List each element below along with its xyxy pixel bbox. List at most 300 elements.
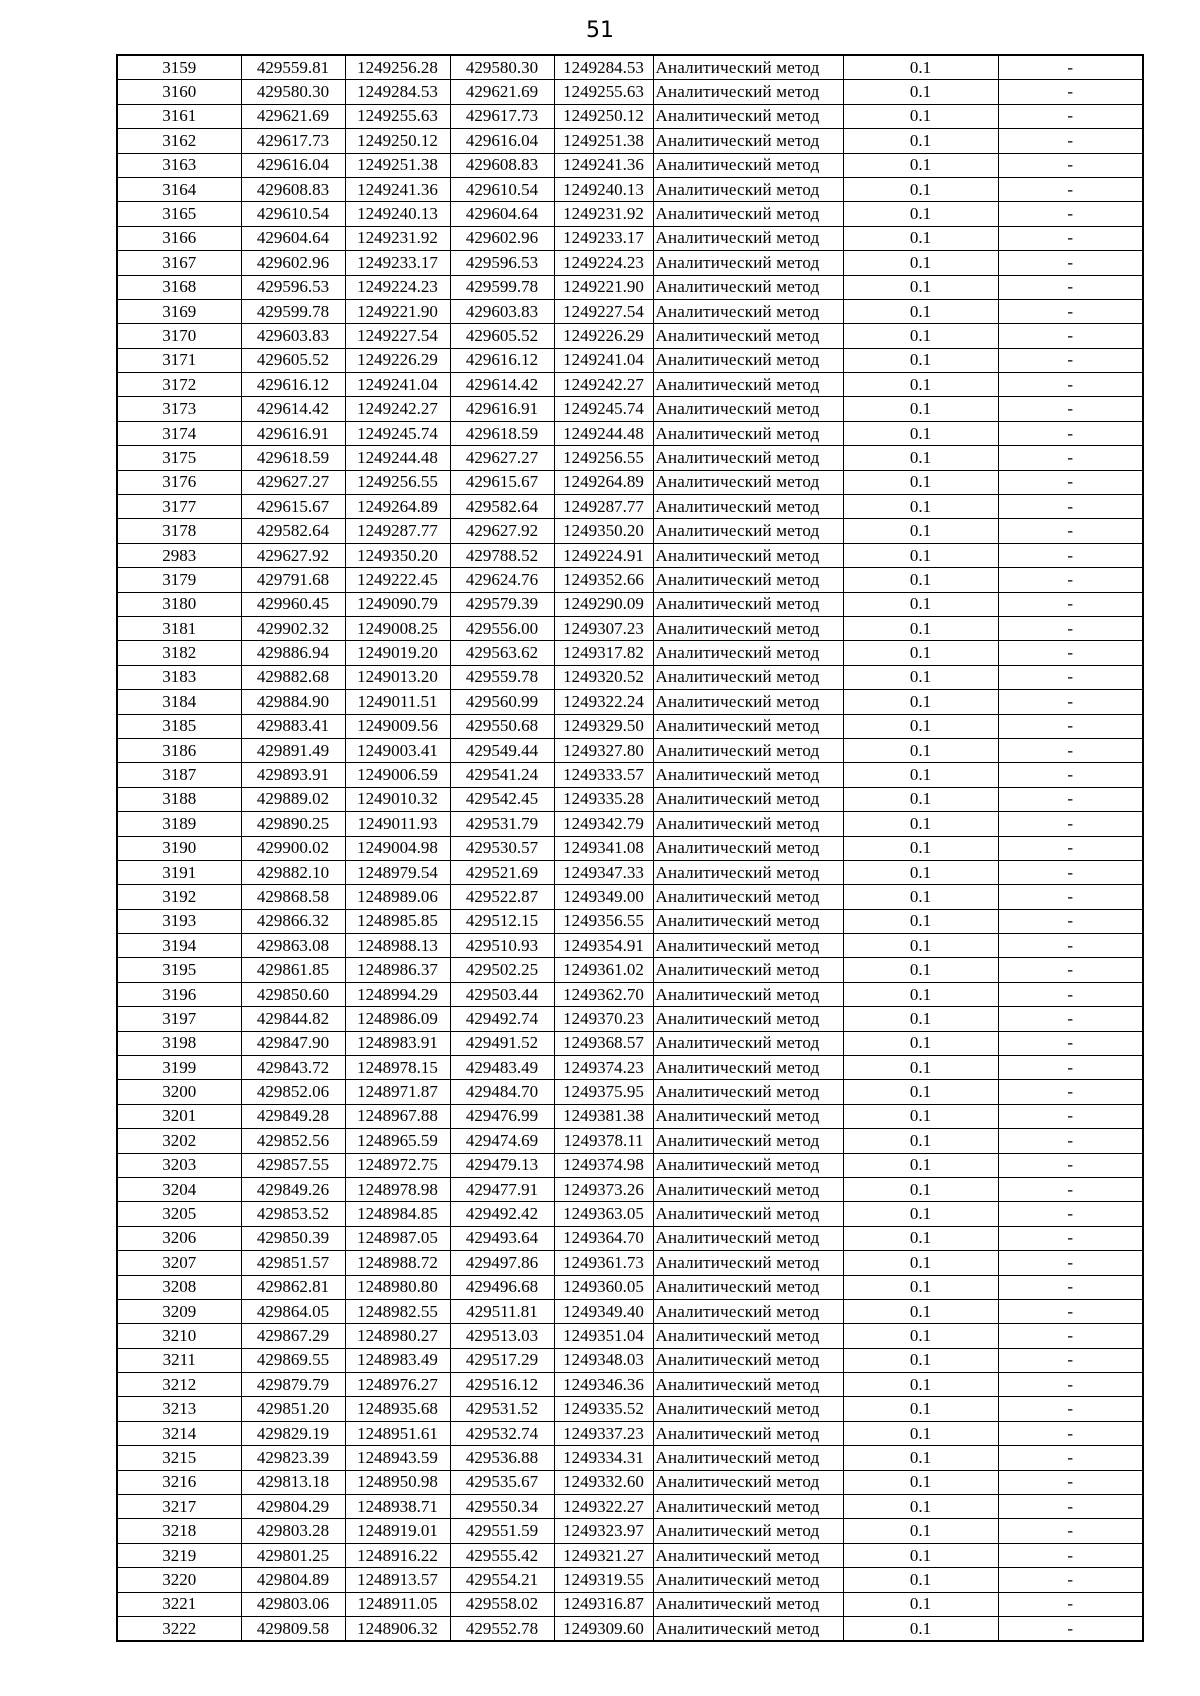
note-cell: - [998,1129,1143,1153]
method-cell: Аналитический метод [653,104,843,128]
start-x-cell: 429900.02 [241,836,345,860]
start-x-cell: 429843.72 [241,1056,345,1080]
accuracy-cell: 0.1 [843,226,998,250]
end-x-cell: 429476.99 [450,1104,554,1128]
accuracy-cell: 0.1 [843,616,998,640]
end-x-cell: 429616.04 [450,129,554,153]
accuracy-cell: 0.1 [843,324,998,348]
note-cell: - [998,153,1143,177]
method-cell: Аналитический метод [653,958,843,982]
accuracy-cell: 0.1 [843,1299,998,1323]
method-cell: Аналитический метод [653,1592,843,1616]
end-y-cell: 1249329.50 [554,714,653,738]
end-x-cell: 429624.76 [450,568,554,592]
note-cell: - [998,1348,1143,1372]
method-cell: Аналитический метод [653,1177,843,1201]
start-x-cell: 429616.12 [241,373,345,397]
end-y-cell: 1249323.97 [554,1519,653,1543]
accuracy-cell: 0.1 [843,1617,998,1642]
start-x-cell: 429864.05 [241,1299,345,1323]
point-number-cell: 3173 [117,397,241,421]
note-cell: - [998,177,1143,201]
table-row [117,958,1143,982]
table-row [117,1543,1143,1567]
start-y-cell: 1249350.20 [345,543,450,567]
accuracy-cell: 0.1 [843,1031,998,1055]
table-row [117,373,1143,397]
end-x-cell: 429542.45 [450,787,554,811]
point-number-cell: 3174 [117,421,241,445]
note-cell: - [998,1592,1143,1616]
start-y-cell: 1249008.25 [345,616,450,640]
method-cell: Аналитический метод [653,324,843,348]
point-number-cell: 3167 [117,251,241,275]
start-x-cell: 429884.90 [241,690,345,714]
accuracy-cell: 0.1 [843,763,998,787]
note-cell: - [998,421,1143,445]
end-x-cell: 429551.59 [450,1519,554,1543]
table-row [117,1421,1143,1445]
note-cell: - [998,1007,1143,1031]
page-number: 51 [586,18,614,43]
table-row [117,129,1143,153]
table-row [117,543,1143,567]
end-y-cell: 1249381.38 [554,1104,653,1128]
start-x-cell: 429902.32 [241,616,345,640]
table-row [117,812,1143,836]
table-row [117,568,1143,592]
start-x-cell: 429627.92 [241,543,345,567]
note-cell: - [998,1495,1143,1519]
end-x-cell: 429512.15 [450,909,554,933]
accuracy-cell: 0.1 [843,1495,998,1519]
accuracy-cell: 0.1 [843,153,998,177]
table-row [117,202,1143,226]
end-y-cell: 1249241.04 [554,348,653,372]
start-x-cell: 429813.18 [241,1470,345,1494]
note-cell: - [998,1056,1143,1080]
end-y-cell: 1249245.74 [554,397,653,421]
method-cell: Аналитический метод [653,129,843,153]
end-y-cell: 1249255.63 [554,80,653,104]
method-cell: Аналитический метод [653,1348,843,1372]
table-row [117,324,1143,348]
accuracy-cell: 0.1 [843,1226,998,1250]
end-y-cell: 1249322.24 [554,690,653,714]
table-row [117,397,1143,421]
note-cell: - [998,1568,1143,1592]
accuracy-cell: 0.1 [843,665,998,689]
start-y-cell: 1248951.61 [345,1421,450,1445]
table-row [117,1056,1143,1080]
end-y-cell: 1249351.04 [554,1324,653,1348]
table-row [117,275,1143,299]
end-x-cell: 429491.52 [450,1031,554,1055]
end-y-cell: 1249316.87 [554,1592,653,1616]
end-y-cell: 1249347.33 [554,860,653,884]
note-cell: - [998,665,1143,689]
table-row [117,1104,1143,1128]
method-cell: Аналитический метод [653,1470,843,1494]
point-number-cell: 3192 [117,885,241,909]
start-x-cell: 429801.25 [241,1543,345,1567]
note-cell: - [998,909,1143,933]
note-cell: - [998,519,1143,543]
method-cell: Аналитический метод [653,177,843,201]
start-x-cell: 429615.67 [241,495,345,519]
start-x-cell: 429616.04 [241,153,345,177]
method-cell: Аналитический метод [653,568,843,592]
end-x-cell: 429552.78 [450,1617,554,1642]
note-cell: - [998,616,1143,640]
method-cell: Аналитический метод [653,1129,843,1153]
note-cell: - [998,470,1143,494]
point-number-cell: 3172 [117,373,241,397]
note-cell: - [998,1299,1143,1323]
start-y-cell: 1249013.20 [345,665,450,689]
end-x-cell: 429603.83 [450,299,554,323]
method-cell: Аналитический метод [653,1373,843,1397]
end-x-cell: 429616.91 [450,397,554,421]
point-number-cell: 3218 [117,1519,241,1543]
table-row [117,177,1143,201]
method-cell: Аналитический метод [653,421,843,445]
end-y-cell: 1249242.27 [554,373,653,397]
accuracy-cell: 0.1 [843,860,998,884]
note-cell: - [998,80,1143,104]
method-cell: Аналитический метод [653,836,843,860]
end-y-cell: 1249342.79 [554,812,653,836]
table-row [117,763,1143,787]
table-row [117,80,1143,104]
accuracy-cell: 0.1 [843,421,998,445]
point-number-cell: 3208 [117,1275,241,1299]
accuracy-cell: 0.1 [843,1348,998,1372]
method-cell: Аналитический метод [653,1153,843,1177]
method-cell: Аналитический метод [653,1226,843,1250]
accuracy-cell: 0.1 [843,299,998,323]
point-number-cell: 3165 [117,202,241,226]
note-cell: - [998,251,1143,275]
end-x-cell: 429531.52 [450,1397,554,1421]
point-number-cell: 3220 [117,1568,241,1592]
accuracy-cell: 0.1 [843,568,998,592]
accuracy-cell: 0.1 [843,885,998,909]
end-y-cell: 1249320.52 [554,665,653,689]
table-body [117,55,1143,1641]
end-x-cell: 429605.52 [450,324,554,348]
end-x-cell: 429492.74 [450,1007,554,1031]
table-row [117,1592,1143,1616]
end-y-cell: 1249356.55 [554,909,653,933]
point-number-cell: 3210 [117,1324,241,1348]
end-x-cell: 429492.42 [450,1202,554,1226]
end-x-cell: 429532.74 [450,1421,554,1445]
start-y-cell: 1249250.12 [345,129,450,153]
end-x-cell: 429502.25 [450,958,554,982]
table-row [117,1397,1143,1421]
start-x-cell: 429596.53 [241,275,345,299]
end-x-cell: 429614.42 [450,373,554,397]
end-y-cell: 1249360.05 [554,1275,653,1299]
end-y-cell: 1249362.70 [554,982,653,1006]
start-y-cell: 1249264.89 [345,495,450,519]
point-number-cell: 3209 [117,1299,241,1323]
note-cell: - [998,299,1143,323]
start-x-cell: 429866.32 [241,909,345,933]
end-y-cell: 1249375.95 [554,1080,653,1104]
start-y-cell: 1248971.87 [345,1080,450,1104]
end-x-cell: 429560.99 [450,690,554,714]
note-cell: - [998,763,1143,787]
end-y-cell: 1249322.27 [554,1495,653,1519]
accuracy-cell: 0.1 [843,1275,998,1299]
note-cell: - [998,1373,1143,1397]
start-x-cell: 429883.41 [241,714,345,738]
end-y-cell: 1249332.60 [554,1470,653,1494]
point-number-cell: 3212 [117,1373,241,1397]
table-row [117,446,1143,470]
accuracy-cell: 0.1 [843,641,998,665]
start-y-cell: 1248950.98 [345,1470,450,1494]
table-row [117,1519,1143,1543]
table-row [117,1324,1143,1348]
point-number-cell: 3169 [117,299,241,323]
start-y-cell: 1249240.13 [345,202,450,226]
end-x-cell: 429483.49 [450,1056,554,1080]
table-row [117,1568,1143,1592]
point-number-cell: 3182 [117,641,241,665]
accuracy-cell: 0.1 [843,909,998,933]
method-cell: Аналитический метод [653,690,843,714]
table-row [117,153,1143,177]
note-cell: - [998,348,1143,372]
end-y-cell: 1249240.13 [554,177,653,201]
end-x-cell: 429521.69 [450,860,554,884]
method-cell: Аналитический метод [653,1080,843,1104]
method-cell: Аналитический метод [653,397,843,421]
start-y-cell: 1248986.37 [345,958,450,982]
accuracy-cell: 0.1 [843,1104,998,1128]
start-x-cell: 429850.39 [241,1226,345,1250]
accuracy-cell: 0.1 [843,714,998,738]
table-row [117,1348,1143,1372]
end-x-cell: 429627.92 [450,519,554,543]
table-row [117,299,1143,323]
start-x-cell: 429861.85 [241,958,345,982]
note-cell: - [998,1275,1143,1299]
start-y-cell: 1248938.71 [345,1495,450,1519]
start-x-cell: 429829.19 [241,1421,345,1445]
method-cell: Аналитический метод [653,348,843,372]
end-y-cell: 1249251.38 [554,129,653,153]
end-y-cell: 1249241.36 [554,153,653,177]
method-cell: Аналитический метод [653,616,843,640]
end-x-cell: 429517.29 [450,1348,554,1372]
end-y-cell: 1249361.73 [554,1251,653,1275]
accuracy-cell: 0.1 [843,543,998,567]
point-number-cell: 3191 [117,860,241,884]
table-row [117,1129,1143,1153]
point-number-cell: 3187 [117,763,241,787]
end-y-cell: 1249227.54 [554,299,653,323]
table-row [117,470,1143,494]
start-x-cell: 429618.59 [241,446,345,470]
end-y-cell: 1249317.82 [554,641,653,665]
end-y-cell: 1249224.91 [554,543,653,567]
start-y-cell: 1249233.17 [345,251,450,275]
point-number-cell: 3163 [117,153,241,177]
table-row [117,860,1143,884]
table-row [117,1031,1143,1055]
start-y-cell: 1249256.55 [345,470,450,494]
end-x-cell: 429559.78 [450,665,554,689]
point-number-cell: 3159 [117,55,241,80]
method-cell: Аналитический метод [653,1519,843,1543]
accuracy-cell: 0.1 [843,836,998,860]
start-y-cell: 1248916.22 [345,1543,450,1567]
note-cell: - [998,1446,1143,1470]
start-y-cell: 1249004.98 [345,836,450,860]
start-x-cell: 429889.02 [241,787,345,811]
start-x-cell: 429891.49 [241,738,345,762]
note-cell: - [998,275,1143,299]
table-row [117,251,1143,275]
point-number-cell: 3186 [117,738,241,762]
end-y-cell: 1249233.17 [554,226,653,250]
end-x-cell: 429602.96 [450,226,554,250]
method-cell: Аналитический метод [653,1397,843,1421]
accuracy-cell: 0.1 [843,1373,998,1397]
end-x-cell: 429615.67 [450,470,554,494]
end-y-cell: 1249354.91 [554,934,653,958]
method-cell: Аналитический метод [653,812,843,836]
start-x-cell: 429604.64 [241,226,345,250]
end-y-cell: 1249335.28 [554,787,653,811]
note-cell: - [998,592,1143,616]
start-y-cell: 1249242.27 [345,397,450,421]
method-cell: Аналитический метод [653,543,843,567]
accuracy-cell: 0.1 [843,495,998,519]
end-x-cell: 429555.42 [450,1543,554,1567]
table-row [117,226,1143,250]
note-cell: - [998,885,1143,909]
accuracy-cell: 0.1 [843,1202,998,1226]
point-number-cell: 3189 [117,812,241,836]
accuracy-cell: 0.1 [843,787,998,811]
accuracy-cell: 0.1 [843,982,998,1006]
accuracy-cell: 0.1 [843,1129,998,1153]
start-y-cell: 1248982.55 [345,1299,450,1323]
table-row [117,714,1143,738]
start-x-cell: 429791.68 [241,568,345,592]
point-number-cell: 3214 [117,1421,241,1445]
point-number-cell: 3215 [117,1446,241,1470]
start-x-cell: 429809.58 [241,1617,345,1642]
method-cell: Аналитический метод [653,665,843,689]
note-cell: - [998,1031,1143,1055]
start-y-cell: 1249255.63 [345,104,450,128]
note-cell: - [998,714,1143,738]
accuracy-cell: 0.1 [843,104,998,128]
start-y-cell: 1248943.59 [345,1446,450,1470]
start-x-cell: 429960.45 [241,592,345,616]
accuracy-cell: 0.1 [843,1592,998,1616]
end-x-cell: 429497.86 [450,1251,554,1275]
end-x-cell: 429599.78 [450,275,554,299]
start-y-cell: 1249010.32 [345,787,450,811]
start-x-cell: 429849.26 [241,1177,345,1201]
point-number-cell: 3171 [117,348,241,372]
method-cell: Аналитический метод [653,299,843,323]
end-x-cell: 429479.13 [450,1153,554,1177]
point-number-cell: 3160 [117,80,241,104]
start-y-cell: 1249245.74 [345,421,450,445]
table-row [117,909,1143,933]
end-x-cell: 429579.39 [450,592,554,616]
end-y-cell: 1249361.02 [554,958,653,982]
end-y-cell: 1249368.57 [554,1031,653,1055]
method-cell: Аналитический метод [653,1275,843,1299]
start-y-cell: 1249222.45 [345,568,450,592]
point-number-cell: 3219 [117,1543,241,1567]
accuracy-cell: 0.1 [843,348,998,372]
end-x-cell: 429510.93 [450,934,554,958]
end-y-cell: 1249348.03 [554,1348,653,1372]
end-y-cell: 1249221.90 [554,275,653,299]
start-y-cell: 1249244.48 [345,446,450,470]
start-y-cell: 1249003.41 [345,738,450,762]
end-y-cell: 1249264.89 [554,470,653,494]
method-cell: Аналитический метод [653,495,843,519]
start-y-cell: 1249241.36 [345,177,450,201]
start-y-cell: 1248972.75 [345,1153,450,1177]
table-row [117,787,1143,811]
table-row [117,934,1143,958]
start-x-cell: 429627.27 [241,470,345,494]
start-y-cell: 1248911.05 [345,1592,450,1616]
method-cell: Аналитический метод [653,519,843,543]
note-cell: - [998,1202,1143,1226]
accuracy-cell: 0.1 [843,1324,998,1348]
accuracy-cell: 0.1 [843,519,998,543]
method-cell: Аналитический метод [653,1007,843,1031]
start-x-cell: 429853.52 [241,1202,345,1226]
table-row [117,738,1143,762]
start-x-cell: 429857.55 [241,1153,345,1177]
start-x-cell: 429599.78 [241,299,345,323]
method-cell: Аналитический метод [653,1568,843,1592]
note-cell: - [998,397,1143,421]
start-y-cell: 1248935.68 [345,1397,450,1421]
start-y-cell: 1249221.90 [345,299,450,323]
start-x-cell: 429614.42 [241,397,345,421]
note-cell: - [998,1617,1143,1642]
start-y-cell: 1249011.51 [345,690,450,714]
point-number-cell: 3181 [117,616,241,640]
end-x-cell: 429550.68 [450,714,554,738]
method-cell: Аналитический метод [653,592,843,616]
point-number-cell: 3222 [117,1617,241,1642]
start-x-cell: 429804.89 [241,1568,345,1592]
point-number-cell: 3207 [117,1251,241,1275]
table-row [117,1275,1143,1299]
start-y-cell: 1248983.49 [345,1348,450,1372]
note-cell: - [998,860,1143,884]
table-row [117,885,1143,909]
table-row [117,348,1143,372]
start-y-cell: 1249241.04 [345,373,450,397]
